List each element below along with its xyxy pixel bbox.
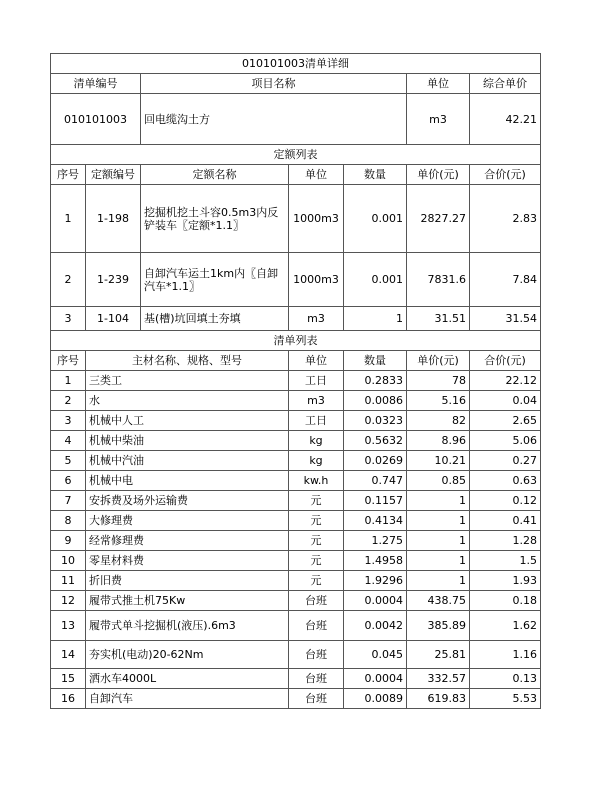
material-seq: 16	[51, 689, 86, 709]
material-unit: kg	[289, 431, 344, 451]
quota-code: 1-239	[86, 253, 141, 307]
material-unit-price: 1	[407, 551, 470, 571]
material-qty: 0.0004	[344, 669, 407, 689]
quota-name: 挖掘机挖土斗容0.5m3内反铲装车〖定额*1.1〗	[141, 185, 289, 253]
material-row	[51, 491, 541, 511]
table-title: 010101003清单详细	[51, 54, 541, 74]
bill-price-header: 综合单价	[470, 74, 541, 94]
material-qty: 0.1157	[344, 491, 407, 511]
material-name: 机械中人工	[86, 411, 289, 431]
quota-unit-header: 单位	[289, 165, 344, 185]
material-total: 0.18	[470, 591, 541, 611]
material-unit: 台班	[289, 641, 344, 669]
material-seq: 13	[51, 611, 86, 641]
material-unit-price: 438.75	[407, 591, 470, 611]
material-unit: 台班	[289, 669, 344, 689]
material-total: 0.13	[470, 669, 541, 689]
material-seq: 7	[51, 491, 86, 511]
material-qty-header: 数量	[344, 351, 407, 371]
quota-section-row	[51, 145, 541, 165]
material-total: 2.65	[470, 411, 541, 431]
bill-name: 回电缆沟土方	[141, 94, 407, 145]
material-name: 机械中汽油	[86, 451, 289, 471]
quota-qty: 0.001	[344, 185, 407, 253]
quota-unit-price: 31.51	[407, 307, 470, 331]
bill-item-row	[51, 94, 541, 145]
material-seq: 2	[51, 391, 86, 411]
material-total: 1.62	[470, 611, 541, 641]
material-qty: 0.0323	[344, 411, 407, 431]
quota-row	[51, 253, 541, 307]
quota-seq-header: 序号	[51, 165, 86, 185]
material-unit: 台班	[289, 689, 344, 709]
material-qty: 0.5632	[344, 431, 407, 451]
material-qty: 0.045	[344, 641, 407, 669]
material-unit-price-header: 单价(元)	[407, 351, 470, 371]
material-unit: 元	[289, 491, 344, 511]
material-unit: 工日	[289, 371, 344, 391]
material-row	[51, 669, 541, 689]
material-row	[51, 411, 541, 431]
material-total: 0.12	[470, 491, 541, 511]
material-unit-price: 8.96	[407, 431, 470, 451]
material-seq: 3	[51, 411, 86, 431]
material-qty: 0.2833	[344, 371, 407, 391]
material-unit-price: 5.16	[407, 391, 470, 411]
material-unit-price: 385.89	[407, 611, 470, 641]
material-name: 自卸汽车	[86, 689, 289, 709]
quota-unit-price: 2827.27	[407, 185, 470, 253]
material-total: 0.27	[470, 451, 541, 471]
quota-row	[51, 185, 541, 253]
bill-code: 010101003	[51, 94, 141, 145]
quota-section-title: 定额列表	[51, 145, 541, 165]
material-unit: m3	[289, 391, 344, 411]
material-name: 零星材料费	[86, 551, 289, 571]
material-total: 0.63	[470, 471, 541, 491]
material-qty: 0.0089	[344, 689, 407, 709]
material-seq: 1	[51, 371, 86, 391]
quota-total: 7.84	[470, 253, 541, 307]
quota-name: 基(槽)坑回填土夯填	[141, 307, 289, 331]
quota-qty: 1	[344, 307, 407, 331]
material-row	[51, 471, 541, 491]
material-row	[51, 641, 541, 669]
material-name: 履带式推土机75Kw	[86, 591, 289, 611]
quota-unit-price: 7831.6	[407, 253, 470, 307]
material-header-row	[51, 351, 541, 371]
material-seq: 9	[51, 531, 86, 551]
material-unit: kw.h	[289, 471, 344, 491]
bill-unit-header: 单位	[407, 74, 470, 94]
material-seq: 5	[51, 451, 86, 471]
material-seq: 8	[51, 511, 86, 531]
material-qty: 0.0042	[344, 611, 407, 641]
quota-unit: m3	[289, 307, 344, 331]
material-seq: 11	[51, 571, 86, 591]
material-row	[51, 451, 541, 471]
material-qty: 0.747	[344, 471, 407, 491]
quota-code-header: 定额编号	[86, 165, 141, 185]
material-qty: 0.4134	[344, 511, 407, 531]
material-seq-header: 序号	[51, 351, 86, 371]
material-section-row	[51, 331, 541, 351]
quota-seq: 3	[51, 307, 86, 331]
material-unit-price: 0.85	[407, 471, 470, 491]
material-unit-price: 619.83	[407, 689, 470, 709]
material-row	[51, 431, 541, 451]
material-unit: 台班	[289, 591, 344, 611]
material-row	[51, 531, 541, 551]
material-name: 履带式单斗挖掘机(液压).6m3	[86, 611, 289, 641]
material-row	[51, 371, 541, 391]
quota-total-header: 合价(元)	[470, 165, 541, 185]
material-unit: 工日	[289, 411, 344, 431]
material-unit-price: 1	[407, 511, 470, 531]
material-name: 水	[86, 391, 289, 411]
material-row	[51, 689, 541, 709]
quota-unit: 1000m3	[289, 253, 344, 307]
quota-header-row	[51, 165, 541, 185]
material-row	[51, 571, 541, 591]
material-unit-price: 1	[407, 531, 470, 551]
bill-header-row	[51, 74, 541, 94]
material-name: 折旧费	[86, 571, 289, 591]
material-unit-price: 332.57	[407, 669, 470, 689]
material-unit: 元	[289, 531, 344, 551]
material-qty: 0.0269	[344, 451, 407, 471]
material-unit: 元	[289, 551, 344, 571]
material-unit-header: 单位	[289, 351, 344, 371]
material-row	[51, 391, 541, 411]
quota-seq: 2	[51, 253, 86, 307]
material-unit: 元	[289, 511, 344, 531]
material-row	[51, 611, 541, 641]
title-row	[51, 54, 541, 74]
material-name-header: 主材名称、规格、型号	[86, 351, 289, 371]
material-name: 夯实机(电动)20-62Nm	[86, 641, 289, 669]
material-seq: 15	[51, 669, 86, 689]
material-seq: 10	[51, 551, 86, 571]
material-seq: 14	[51, 641, 86, 669]
material-seq: 6	[51, 471, 86, 491]
material-qty: 1.9296	[344, 571, 407, 591]
material-row	[51, 591, 541, 611]
material-name: 三类工	[86, 371, 289, 391]
material-unit-price: 1	[407, 491, 470, 511]
material-name: 经常修理费	[86, 531, 289, 551]
material-name: 机械中柴油	[86, 431, 289, 451]
quota-total: 31.54	[470, 307, 541, 331]
material-unit-price: 82	[407, 411, 470, 431]
material-seq: 4	[51, 431, 86, 451]
material-unit-price: 25.81	[407, 641, 470, 669]
quota-qty-header: 数量	[344, 165, 407, 185]
material-total: 1.93	[470, 571, 541, 591]
material-unit-price: 1	[407, 571, 470, 591]
material-row	[51, 551, 541, 571]
material-seq: 12	[51, 591, 86, 611]
quota-unit: 1000m3	[289, 185, 344, 253]
bill-price: 42.21	[470, 94, 541, 145]
quota-qty: 0.001	[344, 253, 407, 307]
quota-row	[51, 307, 541, 331]
material-qty: 0.0004	[344, 591, 407, 611]
material-total: 5.06	[470, 431, 541, 451]
material-total: 22.12	[470, 371, 541, 391]
material-name: 大修理费	[86, 511, 289, 531]
quota-name-header: 定额名称	[141, 165, 289, 185]
material-qty: 1.275	[344, 531, 407, 551]
quota-seq: 1	[51, 185, 86, 253]
material-unit: 元	[289, 571, 344, 591]
material-qty: 1.4958	[344, 551, 407, 571]
bill-code-header: 清单编号	[51, 74, 141, 94]
material-total: 1.28	[470, 531, 541, 551]
material-name: 洒水车4000L	[86, 669, 289, 689]
material-name: 安拆费及场外运输费	[86, 491, 289, 511]
bill-detail-table	[50, 53, 541, 709]
material-total: 0.41	[470, 511, 541, 531]
material-unit-price: 10.21	[407, 451, 470, 471]
material-total-header: 合价(元)	[470, 351, 541, 371]
bill-unit: m3	[407, 94, 470, 145]
material-total: 5.53	[470, 689, 541, 709]
material-name: 机械中电	[86, 471, 289, 491]
material-qty: 0.0086	[344, 391, 407, 411]
material-unit: 台班	[289, 611, 344, 641]
material-section-title: 清单列表	[51, 331, 541, 351]
bill-name-header: 项目名称	[141, 74, 407, 94]
quota-total: 2.83	[470, 185, 541, 253]
quota-code: 1-104	[86, 307, 141, 331]
quota-name: 自卸汽车运土1km内〖自卸汽车*1.1〗	[141, 253, 289, 307]
material-total: 1.16	[470, 641, 541, 669]
material-unit-price: 78	[407, 371, 470, 391]
quota-unit-price-header: 单价(元)	[407, 165, 470, 185]
material-row	[51, 511, 541, 531]
material-total: 1.5	[470, 551, 541, 571]
quota-code: 1-198	[86, 185, 141, 253]
material-total: 0.04	[470, 391, 541, 411]
material-unit: kg	[289, 451, 344, 471]
